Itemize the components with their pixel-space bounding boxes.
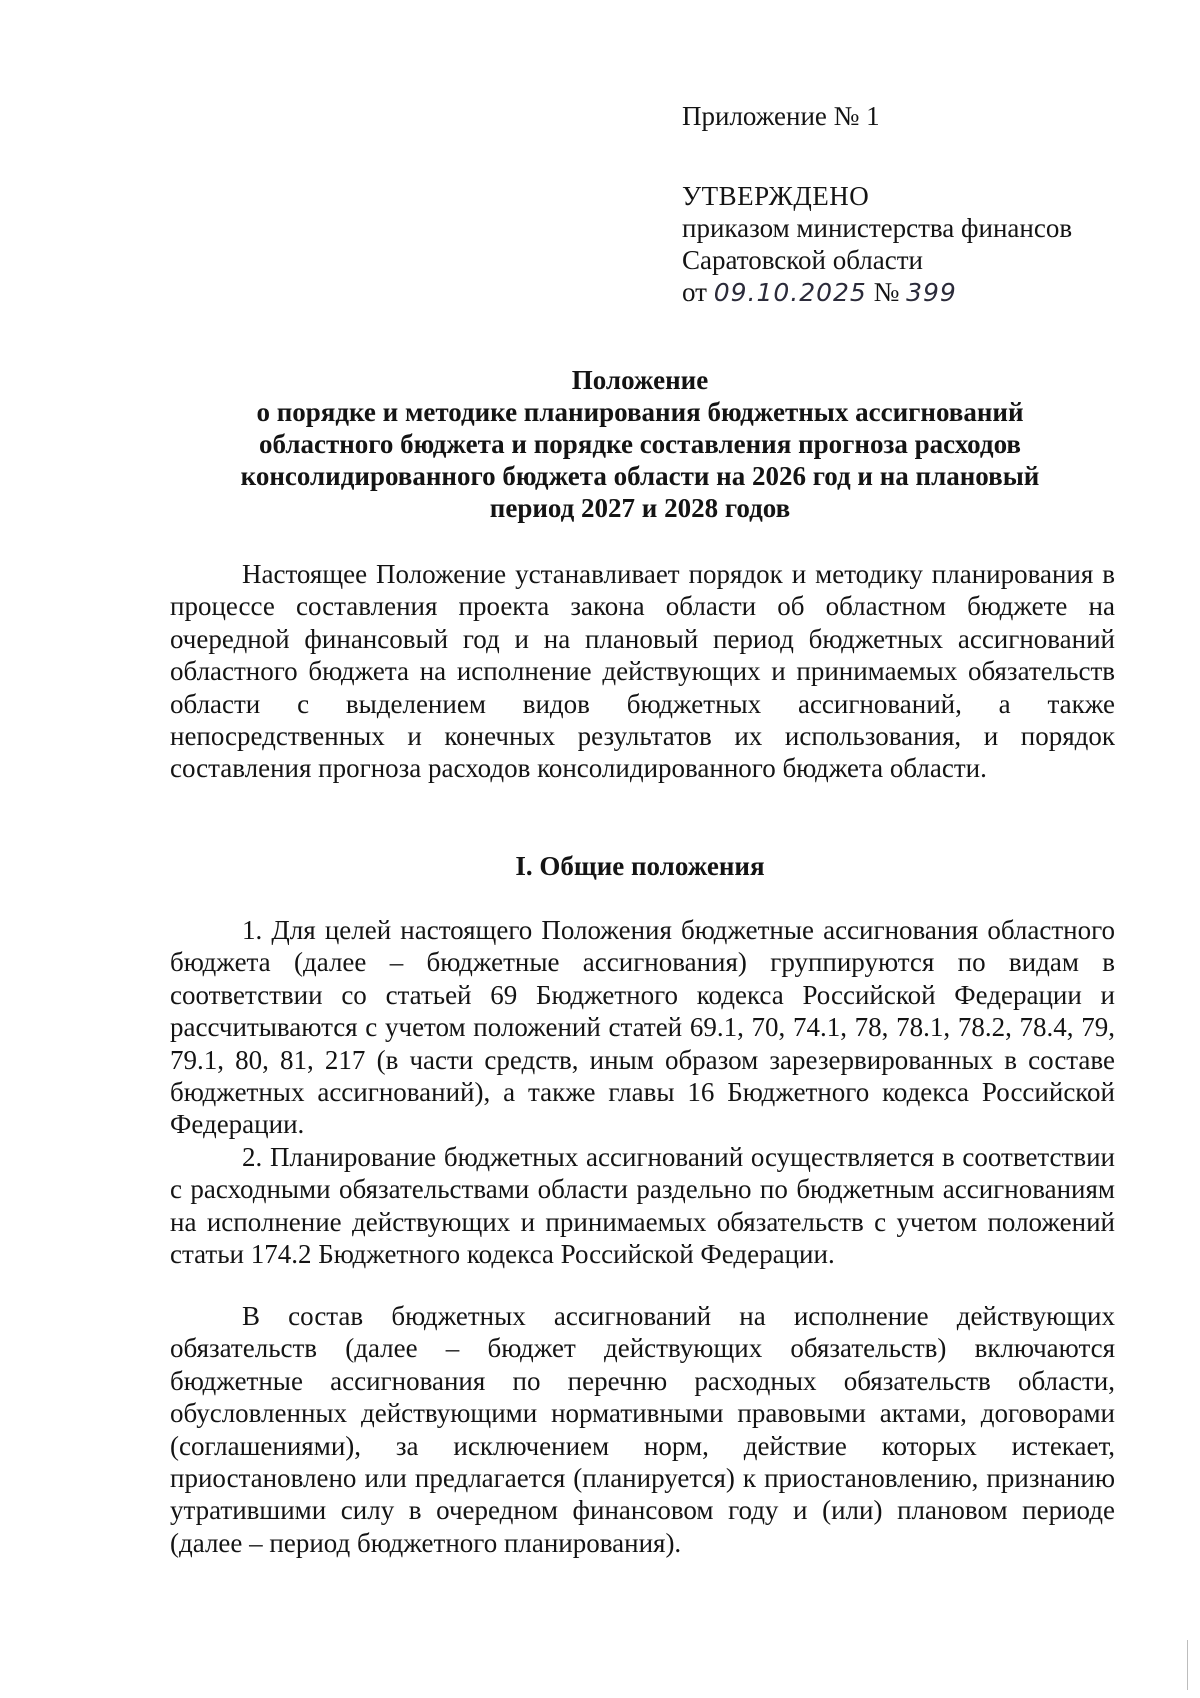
paragraph-2: 2. Планирование бюджетных ассигнований осуществляется в соответствии с расходными обязательствами области раздельно по бюджетным ассигнованиям на исполнение действующих и принимаемых обязательств с учетом положений статьи 174.2 Бюджетного кодекса Российской Федерации. bbox=[170, 1142, 1115, 1270]
title-line-2: о порядке и методике планирования бюджетных ассигнований bbox=[256, 397, 1024, 427]
paragraph-3: В состав бюджетных ассигнований на исполнение действующих обязательств (далее – бюджет действующих обязательств) включаются бюджетные ассигнования по перечню расходных обязательств области, обусловленных действующими нормативными правовыми актами, договорами (соглашениями), за исключением норм, действие которых истекает, приостановлено или предлагается (планируется) к приостановлению, признанию утратившими силу в очередном финансовом году и (или) плановом периоде (далее – период бюджетного планирования). bbox=[170, 1301, 1115, 1558]
paragraph-1: 1. Для целей настоящего Положения бюджетные ассигнования областного бюджета (далее – бюджетные ассигнования) группируются по видам в соответствии со статьей 69 Бюджетного кодекса Российской Федерации и рассчитываются с учетом положений статей 69.1, 70, 74.1, 78, 78.1, 78.2, 78.4, 79, 79.1, 80, 81, 217 (в части средств, иным образом зарезервированных в составе бюджетных ассигнований), а также главы 16 Бюджетного кодекса Российской Федерации. bbox=[170, 915, 1115, 1140]
date-prefix: от bbox=[682, 277, 707, 307]
title-line-1: Положение bbox=[571, 365, 709, 395]
scan-edge-mark bbox=[1187, 1640, 1188, 1690]
number-prefix: № bbox=[873, 277, 900, 307]
approval-block bbox=[682, 100, 1162, 309]
document-title bbox=[150, 364, 1130, 524]
order-issuer-line1: приказом министерства финансов bbox=[682, 213, 1073, 243]
title-line-4: консолидированного бюджета области на 2026 год и на плановый bbox=[240, 461, 1040, 491]
handwritten-date: 09.10.2025 bbox=[713, 278, 867, 307]
approved-stamp-text: УТВЕРЖДЕНО bbox=[682, 181, 870, 211]
paragraph-3-block bbox=[170, 1300, 1115, 1559]
paragraph-1-block bbox=[170, 914, 1115, 1141]
order-issuer-line2: Саратовской области bbox=[682, 245, 923, 275]
annex-number: Приложение № 1 bbox=[682, 101, 880, 131]
intro-paragraph-block bbox=[170, 558, 1115, 785]
section-heading: I. Общие положения bbox=[515, 851, 765, 881]
paragraph-2-block bbox=[170, 1141, 1115, 1271]
title-line-5: период 2027 и 2028 годов bbox=[489, 493, 791, 523]
intro-paragraph: Настоящее Положение устанавливает порядок и методику планирования в процессе составления проекта закона области об областном бюджете на очередной финансовый год и на плановый период бюджетных ассигнований областного бюджета на исполнение действующих и принимаемых обязательств области с выделением видов бюджетных ассигнований, а также непосредственных и конечных результатов их использования, и порядок составления прогноза расходов консолидированного бюджета области. bbox=[170, 559, 1115, 784]
order-date-number-line bbox=[682, 276, 1162, 309]
title-line-3: областного бюджета и порядке составления прогноза расходов bbox=[259, 429, 1021, 459]
handwritten-number: 399 bbox=[906, 278, 957, 307]
